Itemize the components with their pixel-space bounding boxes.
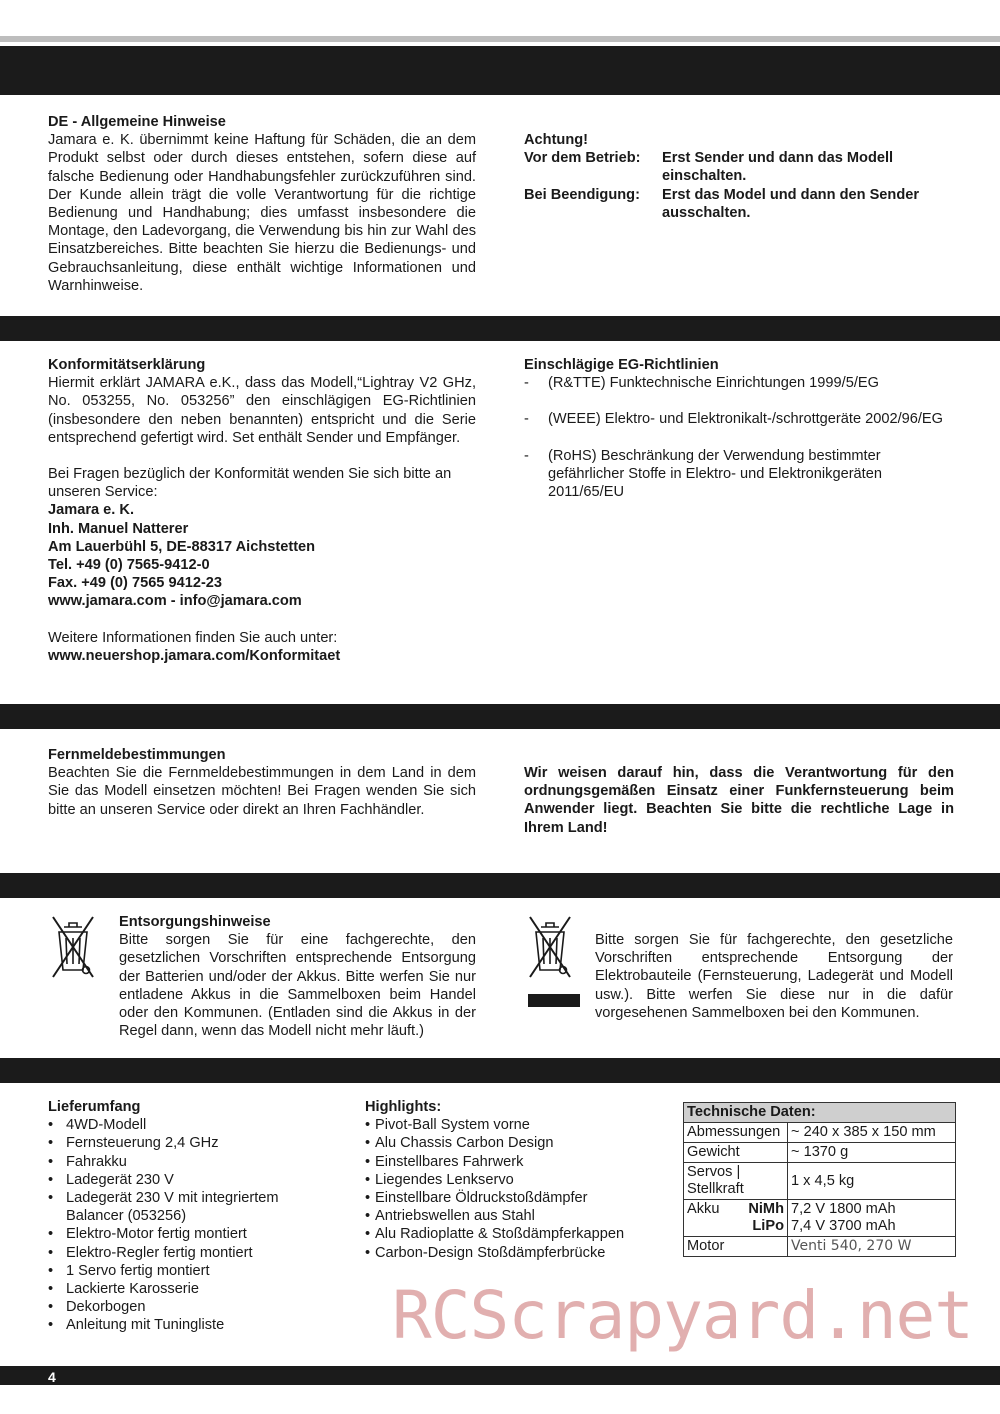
general-notes-section	[48, 113, 476, 295]
list-item: • Dekorbogen	[48, 1299, 146, 1316]
address-line: Tel. +49 (0) 7565-9412-0	[48, 557, 210, 574]
highlights-list	[365, 1116, 665, 1262]
address-line: Jamara e. K.	[48, 502, 134, 519]
list-item: • Liegendes Lenkservo	[365, 1171, 514, 1188]
section-divider-band	[0, 1058, 1000, 1083]
telecom-notice	[524, 764, 954, 837]
page-number: 4	[48, 1369, 56, 1385]
general-body: Jamara e. K. übernimmt keine Haftung für Schäden, die an dem Produkt selbst oder durch dieses entstehen, sofern diese auf falsche Bedienung oder Handhabungsfehler zurückzuführen sind. Der Kunde allein trägt die volle Verantwortung für die richtige Bedienung und Handhabung; dies umfasst insbesondere die Montage, den Ladevorgang, die Verwendung bis hin zur Wahl des Einsatzbereiches. Bitte beachten Sie hierzu die Bedienungs- und Gebrauchsanleitung, diese enthält wichtige Informationen und Warnhinweise.	[48, 132, 476, 294]
disposal-left	[119, 913, 476, 1040]
directive-item: - (R&TTE) Funktechnische Einrichtungen 1999/5/EG	[524, 375, 879, 392]
top-rule	[0, 36, 1000, 42]
conformity-question: Bei Fragen bezüglich der Konformität wenden Sie sich bitte an unseren Service:	[48, 466, 452, 501]
list-item: • 1 Servo fertig montiert	[48, 1262, 210, 1279]
general-heading: DE - Allgemeine Hinweise	[48, 114, 226, 130]
list-item: • Lackierte Karosserie	[48, 1281, 200, 1298]
conformity-body: Hiermit erklärt JAMARA e.K., dass das Modell,“Lightray V2 GHz, No. 053255, No. 053256” den einschlägigen EG-Richtlinien (insbesondere den neben benannten) entspricht und die Serie entsprechend gefertigt wird. Set enthält Sender und Empfänger.	[48, 375, 476, 446]
attention-title: Achtung!	[524, 132, 589, 148]
weee-bar-symbol	[528, 994, 580, 1007]
section-divider-band	[0, 704, 1000, 729]
list-item: • Carbon-Design Stoßdämpferbrücke	[365, 1244, 606, 1261]
table-row: Abmessungen ~ 240 x 385 x 150 mm	[684, 1123, 956, 1143]
directive-item: - (RoHS) Beschränkung der Verwendung bestimmter gefährlicher Stoffe in Elektro- und Elektronikgeräten 2011/65/EU	[524, 447, 882, 501]
disposal-right	[595, 931, 953, 1022]
list-item: • Ladegerät 230 V	[48, 1171, 174, 1188]
tech-data-table	[683, 1102, 956, 1257]
directives-heading: Einschlägige EG-Richtlinien	[524, 357, 719, 373]
more-info-text: Weitere Informationen finden Sie auch unter:	[48, 629, 338, 646]
list-item: • Anleitung mit Tuningliste	[48, 1317, 225, 1334]
disposal-heading: Entsorgungshinweise	[119, 914, 271, 930]
list-item: • Pivot-Ball System vorne	[365, 1117, 530, 1134]
telecom-heading: Fernmeldebestimmungen	[48, 747, 226, 763]
address-line: www.jamara.com - info@jamara.com	[48, 593, 302, 610]
telecom-body: Beachten Sie die Fernmeldebestimmungen in dem Land in dem Sie das Modell einsetzen möchten! Bei Fragen wenden Sie sich bitte an unseren Service oder direkt an Ihren Fachhändler.	[48, 765, 476, 818]
watermark-text: RCScrapyard.net	[392, 1277, 974, 1354]
after-label: Bei Beendigung:	[524, 186, 640, 203]
contents-heading: Lieferumfang	[48, 1099, 141, 1115]
address-line: Am Lauerbühl 5, DE-88317 Aichstetten	[48, 538, 316, 555]
table-row: Gewicht ~ 1370 g	[684, 1143, 956, 1163]
section-divider-band	[0, 873, 1000, 898]
contents-section	[48, 1098, 348, 1335]
directive-item: - (WEEE) Elektro- und Elektronikalt-/schrottgeräte 2002/96/EG	[524, 411, 944, 428]
list-item: • Elektro-Regler fertig montiert	[48, 1244, 253, 1261]
before-label: Vor dem Betrieb:	[524, 150, 641, 167]
list-item: • Einstellbare Öldruckstoßdämpfer	[365, 1190, 588, 1207]
table-row	[684, 1103, 956, 1123]
conformity-url: www.neuershop.jamara.com/Konformitaet	[48, 647, 341, 664]
contents-list	[48, 1116, 348, 1334]
address-line: Fax. +49 (0) 7565 9412-23	[48, 575, 223, 592]
list-item: • Elektro-Motor fertig montiert	[48, 1226, 247, 1243]
table-row: Akku NiMh LiPo 7,2 V 1800 mAh 7,4 V 3700 mAh	[684, 1200, 956, 1237]
table-row: Servos | Stellkraft 1 x 4,5 kg	[684, 1163, 956, 1200]
header-band	[0, 46, 1000, 95]
crossed-out-bin-icon	[527, 914, 573, 985]
list-item: • Fahrakku	[48, 1153, 127, 1170]
after-text: Erst das Model und dann den Sender ausschalten.	[662, 186, 920, 221]
tech-heading: Technische Daten:	[684, 1103, 956, 1123]
list-item: • Antriebswellen aus Stahl	[365, 1208, 535, 1225]
section-divider-band	[0, 316, 1000, 341]
power-on-instruction	[524, 149, 954, 185]
footer-band	[0, 1366, 1000, 1385]
highlights-section	[365, 1098, 665, 1262]
conformity-section	[48, 356, 476, 665]
list-item: • 4WD-Modell	[48, 1117, 147, 1134]
highlights-heading: Highlights:	[365, 1099, 442, 1115]
before-text: Erst Sender und dann das Modell einschalten.	[662, 150, 894, 185]
power-off-instruction	[524, 186, 954, 222]
telecom-section	[48, 746, 476, 819]
table-row: Motor Venti 540, 270 W	[684, 1237, 956, 1257]
list-item: • Einstellbares Fahrwerk	[365, 1153, 524, 1170]
telecom-notice-text: Wir weisen darauf hin, dass die Verantwortung für den ordnungsgemäßen Einsatz einer Funkfernsteuerung beim Anwender liegt. Beachten Sie bitte die rechtliche Lage in Ihrem Land!	[524, 765, 954, 836]
disposal-left-body: Bitte sorgen Sie für eine fachgerechte, den gesetzlichen Vorschriften entsprechende Entsorgung der Batterien und/oder der Akkus. Bitte werfen Sie nur entladene Akkus in die Sammelboxen beim Handel oder den Kommunen. (Entladen sind die Akkus in der Regel dann, wenn das Modell nicht mehr läuft.)	[119, 932, 476, 1040]
list-item: • Ladegerät 230 V mit integriertem Balancer (053256)	[48, 1190, 279, 1225]
address-line: Inh. Manuel Natterer	[48, 520, 189, 537]
list-item: • Alu Chassis Carbon Design	[365, 1135, 554, 1152]
list-item: • Alu Radioplatte & Stoßdämpferkappen	[365, 1226, 625, 1243]
attention-box	[524, 131, 954, 222]
directives-section	[524, 356, 954, 501]
conformity-heading: Konformitätserklärung	[48, 357, 206, 373]
list-item: • Fernsteuerung 2,4 GHz	[48, 1135, 219, 1152]
disposal-right-body: Bitte sorgen Sie für fachgerechte, den gesetzliche Vorschriften entsprechende Entsorgung der Elektrobauteile (Fernsteuerung, Ladegerät und Modell usw.). Bitte werfen Sie diese nur in die dafür vorgesehenen Sammelboxen bei den Kommunen.	[595, 932, 953, 1021]
crossed-out-bin-icon	[50, 914, 96, 985]
